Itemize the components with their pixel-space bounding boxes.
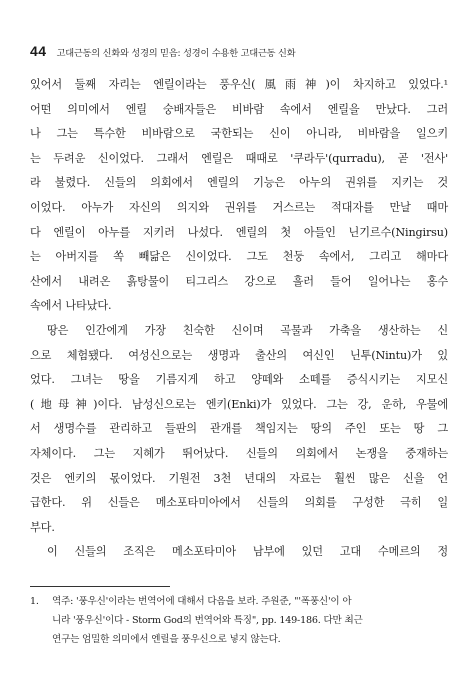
text-line: 는 두려운 신이었다. 그래서 엔릴은 때때로 '쿠라두'(qurradu), 곧 '전사' [30,151,448,165]
text-line: 이었다. 아누가 자신의 의지와 권위를 거스르는 적대자를 만날 때마 [30,200,448,214]
footnote-text: 역주: '풍우신'이라는 번역어에 대해서 다음을 보라. 주원준, "'폭풍신'이 아 [52,596,352,607]
footnote-divider [30,586,170,587]
text-line: 급한다. 위 신들은 메소포타미아에서 신들의 의회를 구성한 극히 일 [30,496,448,510]
text-line: 자체이다. 그는 지혜가 뛰어났다. 신들의 의회에서 논쟁을 중재하는 [30,446,448,460]
text-line: 산에서 내려온 흙탕물이 티그리스 강으로 흘러 들어 일어나는 홍수 [30,274,448,288]
text-line: 서 생명수를 관리하고 들판의 관개를 책임지는 땅의 주인 또는 땅 그 [30,422,448,436]
body-text [30,73,448,565]
text-line: 나 그는 특수한 비바람으로 국한되는 신이 아니라, 비바람을 일으키 [30,127,448,141]
text-line: 있어서 둘째 자리는 엔릴이라는 풍우신(風雨神)이 차지하고 있었다.¹ [30,78,448,91]
text-line: 는 아버지를 쏙 빼닮은 신이었다. 그도 천둥 속에서, 그리고 해마다 [30,250,448,264]
text-line: 어떤 의미에서 엔릴 숭배자들은 비바람 속에서 엔릴을 만났다. 그러 [30,102,448,116]
paragraph-first-line: 땅은 인간에게 가장 친숙한 신이며 곡물과 가축을 생산하는 신 [47,323,448,337]
text-line: 으로 체험됐다. 여성신으로는 생명과 출산의 여신인 닌투(Nintu)가 있 [30,348,448,362]
footnote-text: 니라 '풍우신'이다 - Storm God의 번역어와 특징", pp. 149-186. 다만 최근 [52,615,363,626]
text-line: (地母神)이다. 남성신으로는 엔키(Enki)가 있었다. 그는 강, 운하, 우물에 [30,397,448,411]
running-header [30,43,450,65]
text-line: 속에서 나타났다. [30,299,112,313]
footnote-first-line [30,592,448,611]
footnote [30,592,448,649]
running-title: 고대근동의 신화와 성경의 믿음: 성경이 수용한 고대근동 신화 [56,48,296,59]
footnote-number: 1. [30,596,39,607]
footnote-text: 연구는 엄밀한 의미에서 엔릴을 풍우신으로 넣지 않는다. [52,634,281,645]
text-line: 것은 엔키의 몫이었다. 기원전 3천 년대의 자료는 훨씬 많은 신을 언 [30,471,448,485]
text-line: 었다. 그녀는 땅을 기름지게 하고 양떼와 소떼를 증식시키는 지모신 [30,373,448,387]
text-line: 부다. [30,520,55,534]
text-line: 다 엔릴이 아누를 지키러 나섰다. 엔릴의 첫 아들인 닌기르수(Ningirsu) [30,225,448,239]
text-line: 라 불렸다. 신들의 의회에서 엔릴의 기능은 아누의 권위를 지키는 것 [30,176,448,190]
paragraph-first-line: 이 신들의 조직은 메소포타미아 남부에 있던 고대 수메르의 정 [47,545,448,559]
page-number: 44 [30,43,47,59]
